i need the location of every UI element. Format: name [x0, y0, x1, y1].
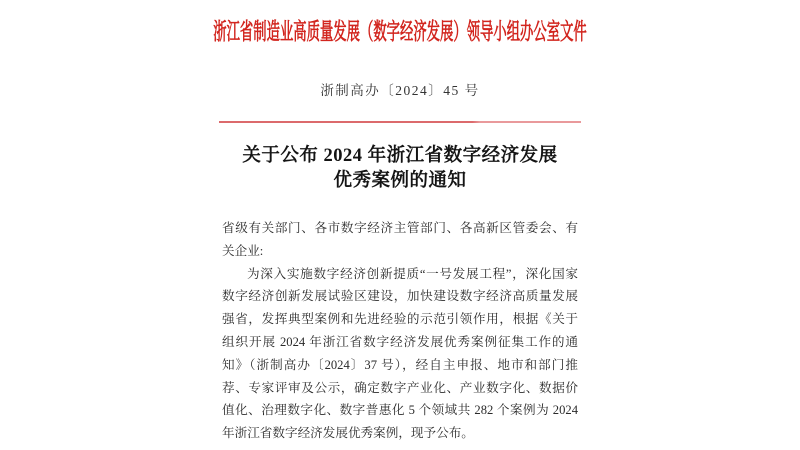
document-number: 浙制高办〔2024〕45 号: [320, 83, 480, 98]
notice-title-line2: 优秀案例的通知: [333, 171, 467, 191]
notice-title: [0, 144, 800, 194]
body-text-line: 值化、治理数字化、数字普惠化 5 个领域共 282 个案例为 2024: [222, 403, 578, 418]
body-text-line: 强省，发挥典型案例和先进经验的示范引领作用，根据《关于: [222, 312, 578, 327]
body-text-line: 省级有关部门、各市数字经济主管部门、各高新区管委会、有: [222, 221, 578, 235]
body-text-line: 为深入实施数字经济创新提质“一号发展工程”，深化国家: [247, 266, 578, 281]
body-text-line: 关企业:: [222, 243, 264, 258]
red-divider-line: [219, 121, 581, 123]
document-body: [222, 217, 578, 445]
body-text-line: 数字经济创新发展试验区建设，加快建设数字经济高质量发展: [222, 289, 578, 304]
body-text-line: 年浙江省数字经济发展优秀案例，现予公布。: [222, 426, 474, 441]
notice-title-line1: 关于公布 2024 年浙江省数字经济发展: [242, 146, 558, 166]
body-text-line: 知》（浙制高办〔2024〕37 号），经自主申报、地市和部门推: [222, 357, 578, 372]
body-text-line: 荐、专家评审及公示，确定数字产业化、产业数字化、数据价: [222, 380, 578, 395]
document-header-title: 浙江省制造业高质量发展（数字经济发展）领导小组办公室文件: [213, 19, 587, 44]
body-text-line: 组织开展 2024 年浙江省数字经济发展优秀案例征集工作的通: [222, 334, 578, 349]
